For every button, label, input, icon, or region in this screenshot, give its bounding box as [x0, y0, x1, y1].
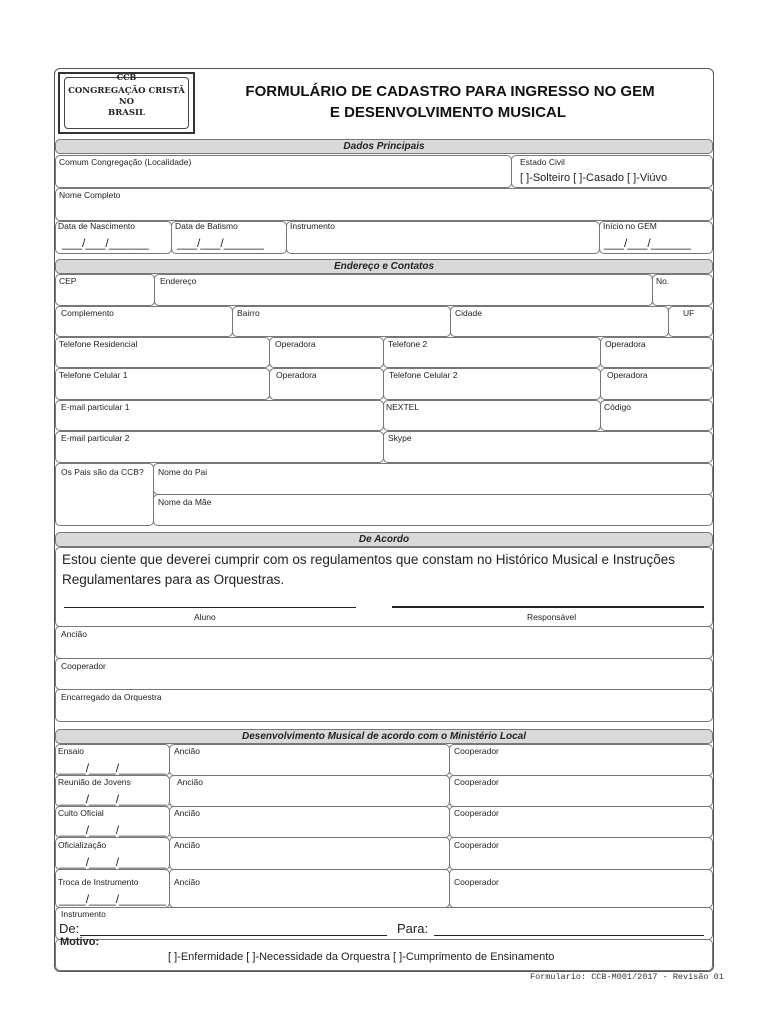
- label-encarregado: Encarregado da Orquestra: [61, 692, 162, 702]
- label-cooperador: Cooperador: [61, 661, 106, 671]
- label-telefone-2: Telefone 2: [388, 339, 428, 349]
- label-anciao: Ancião: [61, 629, 87, 639]
- logo-line-2: NO: [118, 97, 135, 107]
- label-operadora-1: Operadora: [275, 339, 316, 349]
- label-ensaio: Ensaio: [58, 746, 84, 756]
- label-oficializacao-anciao: Ancião: [174, 840, 200, 850]
- date-blank-nascimento: ___/___/______: [62, 236, 149, 250]
- label-cidade: Cidade: [455, 308, 482, 318]
- label-inicio-gem: Início no GEM: [603, 221, 657, 231]
- logo-line-3: BRASIL: [108, 108, 145, 118]
- field-skype[interactable]: [383, 431, 713, 463]
- label-oficializacao-cooperador: Cooperador: [454, 840, 499, 850]
- form-title-line-2: E DESENVOLVIMENTO MUSICAL: [329, 104, 567, 121]
- label-estado-civil: Estado Civil: [520, 157, 565, 167]
- section-header-endereco: Endereço e Contatos: [55, 259, 713, 274]
- label-data-batismo: Data de Batismo: [175, 221, 238, 231]
- label-ensaio-anciao: Ancião: [174, 746, 200, 756]
- acordo-statement: Estou ciente que deverei cumprir com os regulamentos que constam no Histórico Musical e Instruções Regulamentares para as Orquestras.: [62, 552, 676, 587]
- label-operadora-2: Operadora: [605, 339, 646, 349]
- label-culto-anciao: Ancião: [174, 808, 200, 818]
- field-nome-completo[interactable]: [55, 188, 713, 221]
- field-troca-anciao[interactable]: [169, 869, 450, 908]
- label-troca-instrumento: Troca de Instrumento: [58, 877, 139, 887]
- field-reuniao-anciao[interactable]: [169, 775, 450, 807]
- form-code-footer: Formulario: CCB-M001/2017 - Revisão 01: [530, 972, 724, 982]
- label-motivo: Motivo:: [60, 936, 100, 948]
- signature-line-aluno[interactable]: [64, 607, 356, 608]
- date-blank-inicio-gem: ___/___/______: [604, 236, 691, 250]
- field-culto-anciao[interactable]: [169, 806, 450, 838]
- label-numero: No.: [656, 276, 670, 286]
- label-reuniao-anciao: Ancião: [177, 777, 203, 787]
- label-operadora-4: Operadora: [607, 370, 648, 380]
- line-instrumento-para[interactable]: [434, 935, 704, 936]
- label-culto-cooperador: Cooperador: [454, 808, 499, 818]
- label-cep: CEP: [59, 276, 77, 286]
- date-blank-culto: ____/____/_______: [59, 823, 166, 837]
- field-anciao[interactable]: [55, 626, 713, 659]
- field-endereco[interactable]: [154, 274, 653, 306]
- logo-top-text: CCB: [116, 72, 137, 82]
- label-nome-mae: Nome da Mãe: [158, 497, 212, 507]
- motivo-options[interactable]: [ ]-Enfermidade [ ]-Necessidade da Orquestra [ ]-Cumprimento de Ensinamento: [168, 951, 555, 963]
- label-skype: Skype: [388, 433, 412, 443]
- field-cooperador[interactable]: [55, 658, 713, 690]
- line-instrumento-de[interactable]: [80, 935, 387, 936]
- field-nome-mae[interactable]: [153, 494, 713, 526]
- estado-civil-options[interactable]: [ ]-Solteiro [ ]-Casado [ ]-Viúvo: [520, 172, 668, 184]
- label-de: De:: [59, 921, 80, 936]
- section-header-desenvolvimento: Desenvolvimento Musical de acordo com o Ministério Local: [55, 729, 713, 744]
- section-header-acordo: De Acordo: [55, 532, 713, 547]
- label-data-nascimento: Data de Nascimento: [58, 221, 136, 231]
- label-troca-instrumento-field: Instrumento: [61, 909, 106, 919]
- label-troca-cooperador: Cooperador: [454, 877, 499, 887]
- label-telefone-celular-1: Telefone Celular 1: [59, 370, 128, 380]
- label-troca-anciao: Ancião: [174, 877, 200, 887]
- label-ensaio-cooperador: Cooperador: [454, 746, 499, 756]
- label-uf: UF: [683, 308, 695, 318]
- label-comum-congregacao: Comum Congregação (Localidade): [59, 157, 192, 167]
- label-email-1: E-mail particular 1: [61, 402, 130, 412]
- field-bairro[interactable]: [232, 306, 451, 337]
- label-operadora-3: Operadora: [276, 370, 317, 380]
- date-blank-ensaio: ____/____/_______: [59, 761, 166, 775]
- label-endereco: Endereço: [160, 276, 197, 286]
- form-title-line-1: FORMULÁRIO DE CADASTRO PARA INGRESSO NO GEM: [245, 83, 655, 100]
- label-complemento: Complemento: [61, 308, 114, 318]
- label-oficializacao: Oficialização: [58, 840, 107, 850]
- date-blank-troca: ____/____/_______: [59, 892, 166, 906]
- label-telefone-celular-2: Telefone Celular 2: [389, 370, 458, 380]
- logo-line-1: CONGREGAÇÃO CRISTÃ: [68, 86, 185, 96]
- field-troca-cooperador[interactable]: [449, 869, 713, 908]
- label-aluno: Aluno: [194, 612, 216, 622]
- label-reuniao-jovens: Reunião de Jovens: [58, 777, 131, 787]
- label-para: Para:: [397, 921, 429, 936]
- date-blank-batismo: ___/___/______: [177, 236, 264, 250]
- label-instrumento: Instrumento: [290, 221, 335, 231]
- label-nome-pai: Nome do Pai: [158, 467, 208, 477]
- date-blank-reuniao: ____/____/_______: [59, 792, 166, 806]
- label-email-2: E-mail particular 2: [61, 433, 130, 443]
- field-oficializacao-anciao[interactable]: [169, 837, 450, 870]
- field-nome-pai[interactable]: [153, 463, 713, 495]
- signature-line-responsavel[interactable]: [392, 606, 704, 608]
- label-reuniao-cooperador: Cooperador: [454, 777, 499, 787]
- section-header-principais: Dados Principais: [55, 139, 713, 154]
- label-telefone-residencial: Telefone Residencial: [59, 339, 138, 349]
- label-bairro: Bairro: [237, 308, 260, 318]
- label-codigo: Código: [604, 402, 631, 412]
- field-ensaio-anciao[interactable]: [169, 744, 450, 776]
- label-culto-oficial: Culto Oficial: [58, 808, 104, 818]
- label-pais-ccb: Os Pais são da CCB?: [61, 467, 144, 477]
- date-blank-oficializacao: ____/____/_______: [59, 855, 166, 869]
- label-nextel: NEXTEL: [386, 402, 420, 412]
- label-responsavel: Responsável: [527, 612, 577, 622]
- label-nome-completo: Nome Completo: [59, 190, 121, 200]
- field-cidade[interactable]: [450, 306, 669, 337]
